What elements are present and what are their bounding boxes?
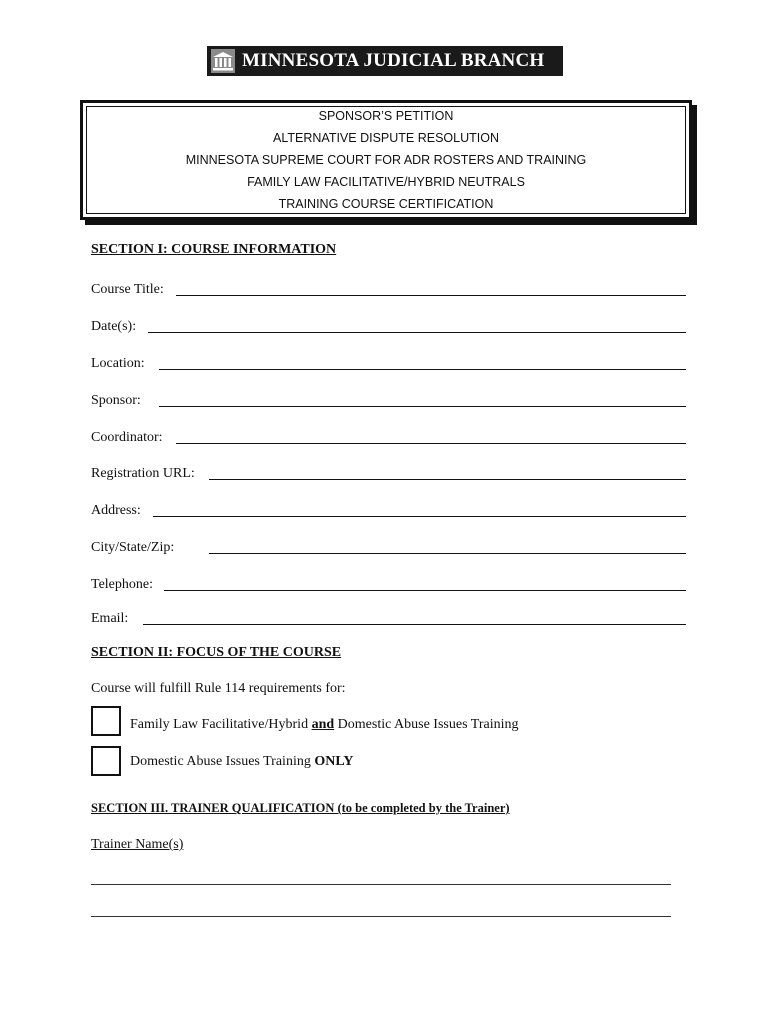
- field-label: Sponsor:: [91, 393, 141, 408]
- family-law-and-domestic-abuse-label: Family Law Facilitative/Hybrid and Domestic Abuse Issues Training: [130, 717, 519, 732]
- section-3-heading: SECTION III. TRAINER QUALIFICATION (to be completed by the Trainer): [91, 801, 510, 815]
- and-emphasis: and: [311, 717, 335, 732]
- field-label: Coordinator:: [91, 430, 163, 445]
- only-emphasis: ONLY: [314, 754, 354, 769]
- section-2-heading: SECTION II: FOCUS OF THE COURSE: [91, 645, 342, 660]
- field-label: Course Title:: [91, 282, 164, 297]
- trainer-name-line-2[interactable]: [91, 916, 671, 917]
- sponsor-input-line[interactable]: [159, 406, 686, 407]
- field-label: City/State/Zip:: [91, 540, 175, 555]
- course-title-input-line[interactable]: [176, 295, 686, 296]
- registration-url-field[interactable]: [91, 462, 686, 482]
- field-label: Telephone:: [91, 577, 153, 592]
- section-1-heading: SECTION I: COURSE INFORMATION: [91, 242, 337, 257]
- city-state-zip-input-line[interactable]: [209, 553, 686, 554]
- field-label: Registration URL:: [91, 466, 195, 481]
- dates-field[interactable]: [91, 315, 686, 335]
- field-label: Date(s):: [91, 319, 137, 334]
- dates-input-line[interactable]: [148, 332, 686, 333]
- course-title-field[interactable]: [91, 278, 686, 298]
- trainer-name-line-1[interactable]: [91, 884, 671, 885]
- coordinator-input-line[interactable]: [176, 443, 686, 444]
- rule-114-intro: Course will fulfill Rule 114 requirements for:: [91, 681, 346, 696]
- registration-url-input-line[interactable]: [209, 479, 686, 480]
- domestic-abuse-only-checkbox[interactable]: [91, 746, 121, 776]
- header-line: ALTERNATIVE DISPUTE RESOLUTION: [273, 131, 499, 145]
- telephone-input-line[interactable]: [164, 590, 686, 591]
- field-label: Address:: [91, 503, 141, 518]
- banner-title: MINNESOTA JUDICIAL BRANCH: [242, 50, 545, 71]
- city-state-zip-field[interactable]: [91, 536, 686, 556]
- header-line: MINNESOTA SUPREME COURT FOR ADR ROSTERS AND TRAINING: [185, 153, 587, 167]
- petition-title-box: [80, 100, 692, 220]
- family-law-and-domestic-abuse-checkbox[interactable]: [91, 706, 121, 736]
- location-field[interactable]: [91, 352, 686, 372]
- coordinator-field[interactable]: [91, 426, 686, 446]
- header-line: TRAINING COURSE CERTIFICATION: [278, 197, 494, 211]
- address-field[interactable]: [91, 499, 686, 519]
- field-label: Location:: [91, 356, 145, 371]
- location-input-line[interactable]: [159, 369, 686, 370]
- address-input-line[interactable]: [153, 516, 686, 517]
- field-label: Email:: [91, 611, 129, 626]
- header-line: FAMILY LAW FACILITATIVE/HYBRID NEUTRALS: [247, 175, 525, 189]
- domestic-abuse-only-label: Domestic Abuse Issues Training ONLY: [130, 754, 354, 769]
- email-field[interactable]: [91, 607, 686, 627]
- email-input-line[interactable]: [143, 624, 686, 625]
- sponsor-field[interactable]: [91, 389, 686, 409]
- courthouse-icon: [210, 48, 236, 74]
- telephone-field[interactable]: [91, 573, 686, 593]
- judicial-branch-banner: [207, 46, 563, 76]
- trainer-names-label: Trainer Name(s): [91, 837, 184, 852]
- header-line: SPONSOR’S PETITION: [318, 109, 454, 123]
